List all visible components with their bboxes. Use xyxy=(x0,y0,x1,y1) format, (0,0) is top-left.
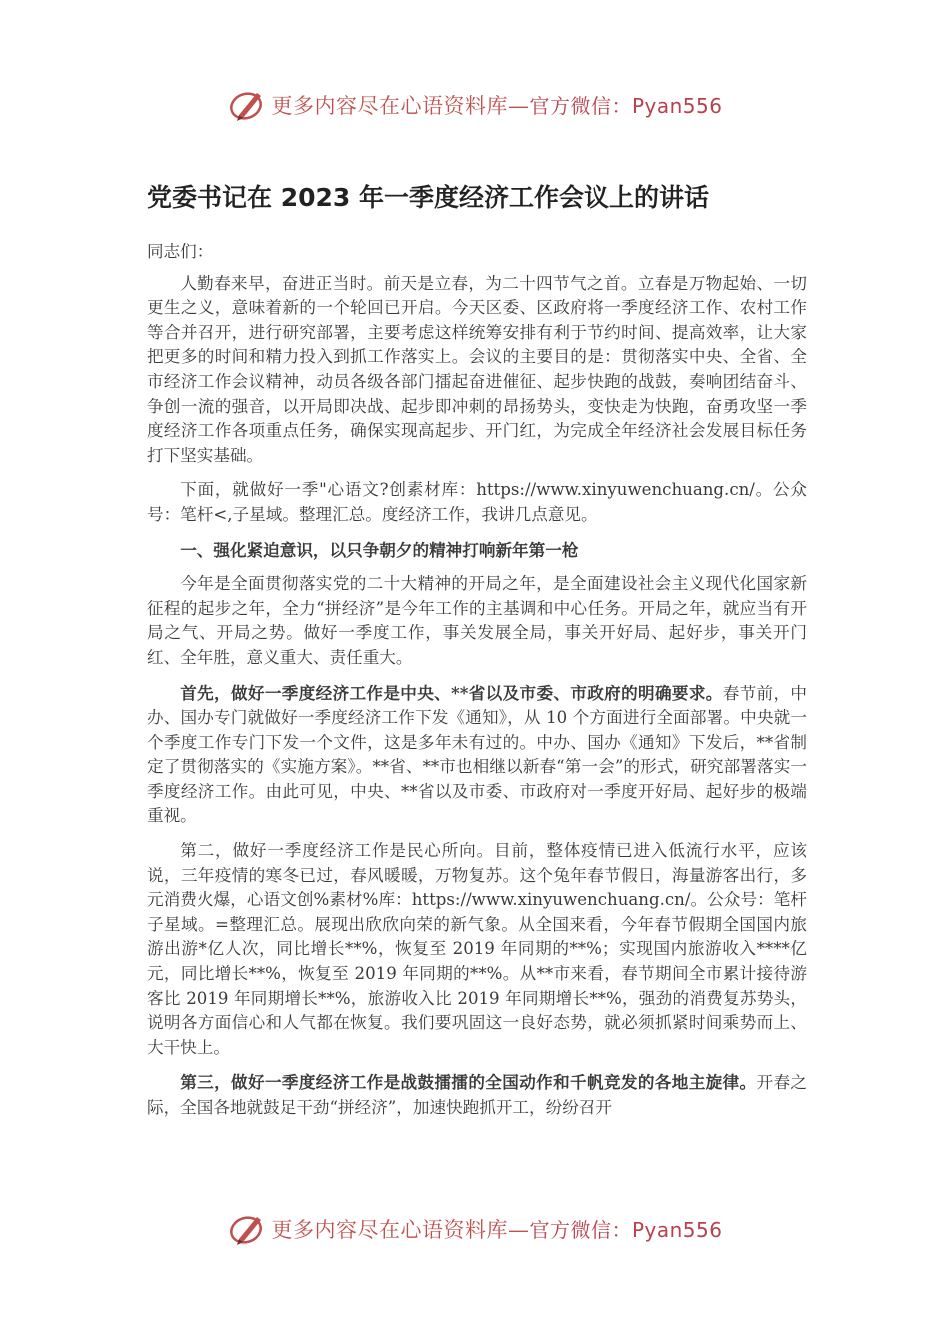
document-title: 党委书记在 2023 年一季度经济工作会议上的讲话 xyxy=(147,183,709,212)
salutation: 同志们： xyxy=(147,242,214,261)
pen-logo-icon xyxy=(227,1209,267,1249)
watermark-banner-bottom xyxy=(0,1206,950,1252)
paragraph-background: 今年是全面贯彻落实党的二十大精神的开局之年，是全面建设社会主义现代化国家新征程的起步之年，全力“拼经济”是今年工作的主基调和中心任务。开局之年，就应当有开局之气、开局之势。做好一季度工作，事关发展全局，事关开好局、起好步，事关开门红、全年胜，意义重大、责任重大。 xyxy=(147,574,807,667)
paragraph-third-point xyxy=(147,1070,807,1120)
pen-logo-icon xyxy=(227,85,267,125)
watermark-text xyxy=(271,1214,722,1244)
first-point-lead: 首先，做好一季度经济工作是中央、**省以及市委、市政府的明确要求。 xyxy=(180,682,723,703)
watermark-main-text: 更多内容尽在心语资料库— xyxy=(271,94,530,118)
watermark-banner-top xyxy=(0,82,950,128)
section-heading-1: 一、强化紧迫意识，以只争朝夕的精神打响新年第一枪 xyxy=(180,539,579,560)
watermark-wechat-text: 官方微信：Pyan556 xyxy=(529,1218,723,1242)
third-point-body: 开春之际，全国各地就鼓足干劲“拼经济”，加速快跑抓开工，纷纷召开 xyxy=(147,1073,808,1117)
first-point-body: 春节前，中办、国办专门就做好一季度经济工作下发《通知》，从 10 个方面进行全面部署。中央就一个季度工作专门下发一个文件，这是多年未有过的。中办、国办《通知》下发后，**省制定了贯彻落实的《实施方案》。**省、**市也相继以新春“第一会”的形式，研究部署落实一季度经济工作。由此可见，中央、**省以及市委、市政府对一季度开好局、起好步的极端重视。 xyxy=(147,683,807,826)
paragraph-outline: 下面，就做好一季"心语文?创素材库：https://www.xinyuwenchuang.cn/。公众号：笔杆<,子星域。整理汇总。度经济工作，我讲几点意见。 xyxy=(147,480,807,524)
watermark-wechat-text: 官方微信：Pyan556 xyxy=(529,94,723,118)
paragraph-first-point xyxy=(147,681,807,830)
document-body xyxy=(147,182,807,1121)
watermark-text xyxy=(271,90,722,120)
paragraph-intro: 人勤春来早，奋进正当时。前天是立春，为二十四节气之首。立春是万物起始、一切更生之义，意味着新的一个轮回已开启。今天区委、区政府将一季度经济工作、农村工作等合并召开，进行研究部署，主要考虑这样统筹安排有利于节约时间、提高效率，让大家把更多的时间和精力投入到抓工作落实上。会议的主要目的是：贯彻落实中央、全省、全市经济工作会议精神，动员各级各部门擂起奋进催征、起步快跑的战鼓，奏响团结奋斗、争创一流的强音，以开局即决战、起步即冲刺的昂扬势头，变快走为快跑，奋勇攻坚一季度经济工作各项重点任务，确保实现高起步、开门红，为完成全年经济社会发展目标任务打下坚实基础。 xyxy=(147,273,807,465)
paragraph-second-point: 第二，做好一季度经济工作是民心所向。目前，整体疫情已进入低流行水平，应该说，三年疫情的寒冬已过，春风暖暖，万物复苏。这个兔年春节假日，海量游客出行，多元消费火爆，心语文创%素材%库：https://www.xinyuwenchuang.cn/。公众号：笔杆子星域。=整理汇总。展现出欣欣向荣的新气象。从全国来看，今年春节假期全国国内旅游出游*亿人次，同比增长**%，恢复至 2019 年同期的**%；实现国内旅游收入****亿元，同比增长**%，恢复至 2019 年同期的**%。从**市来看，春节期间全市累计接待游客比 2019 年同期增长**%，旅游收入比 2019 年同期增长**%，强劲的消费复苏势头，说明各方面信心和人气都在恢复。我们要巩固这一良好态势，就必须抓紧时间乘势而上、大干快上。 xyxy=(147,841,807,1057)
watermark-main-text: 更多内容尽在心语资料库— xyxy=(271,1218,530,1242)
third-point-lead: 第三，做好一季度经济工作是战鼓擂擂的全国动作和千帆竞发的各地主旋律。 xyxy=(180,1072,757,1093)
